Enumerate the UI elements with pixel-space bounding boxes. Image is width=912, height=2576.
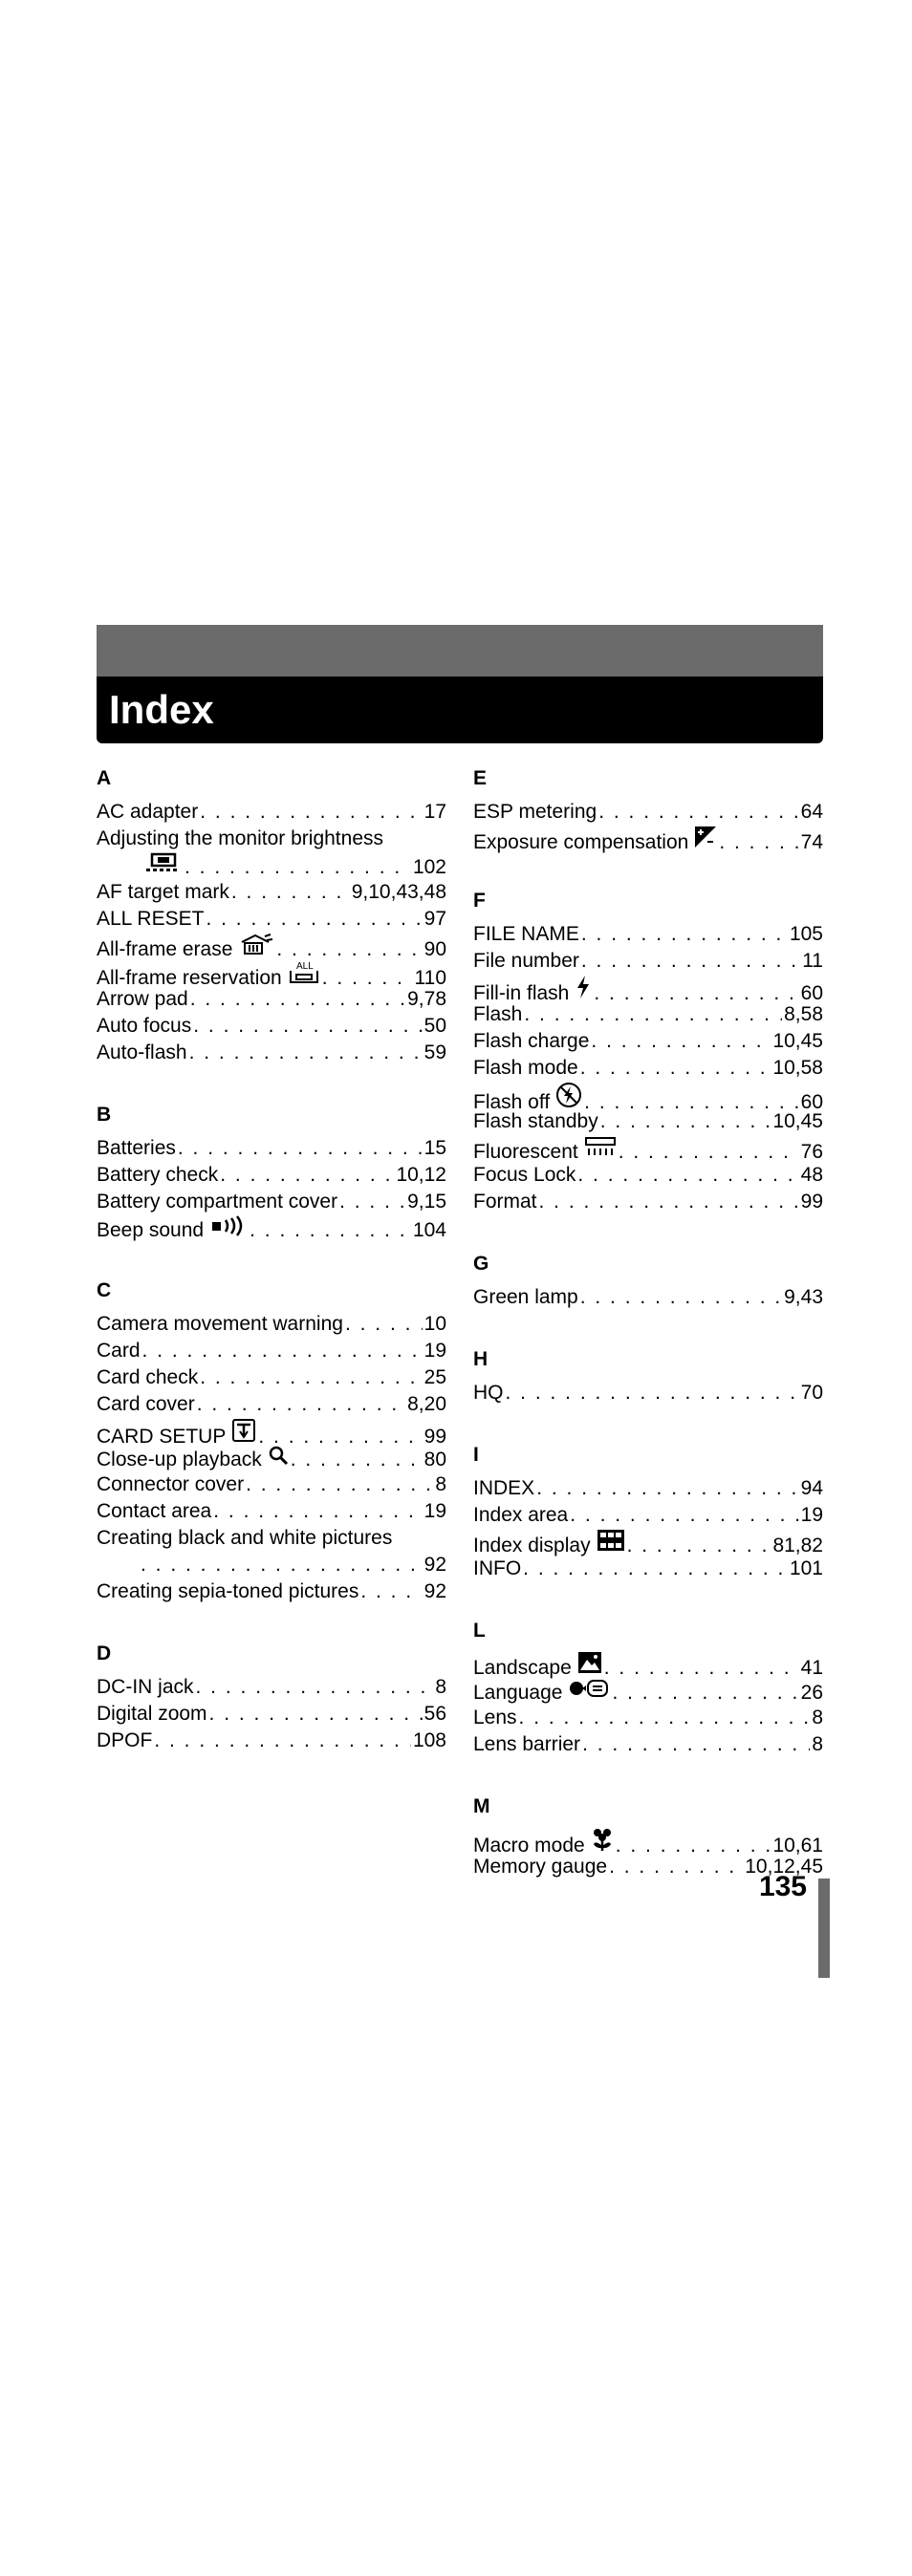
entry-pages: 10,12,45	[745, 1856, 823, 1878]
index-entry-contact-area	[97, 1498, 446, 1525]
dot-leader	[581, 921, 788, 948]
index-entry-green-lamp	[473, 1284, 823, 1311]
index-entry-index-display	[473, 1529, 823, 1556]
entry-term: Exposure compensation	[473, 831, 689, 853]
macro-flower-icon	[591, 1827, 614, 1852]
entry-pages: 10	[423, 1313, 446, 1335]
entry-term: HQ	[473, 1382, 504, 1404]
beep-sound-icon	[209, 1215, 248, 1236]
dot-leader	[582, 1731, 810, 1758]
entry-pages: 74	[800, 831, 823, 853]
svg-text:ALL: ALL	[295, 961, 314, 972]
index-entry-card-check	[97, 1364, 446, 1391]
entry-pages: 8	[812, 1733, 823, 1755]
index-entry-card	[97, 1338, 446, 1364]
monitor-brightness-icon	[144, 852, 183, 873]
entry-pages: 41	[800, 1657, 823, 1679]
entry-pages: 97	[423, 908, 446, 930]
entry-pages: 108	[412, 1729, 446, 1751]
entry-pages: 19	[423, 1340, 446, 1362]
index-entry-esp-metering	[473, 799, 823, 826]
entry-term: Battery compartment cover	[97, 1191, 338, 1213]
entry-term: Landscape	[473, 1657, 572, 1679]
section-letter: E	[473, 767, 488, 789]
side-tab-marker	[818, 1878, 830, 1978]
flash-bolt-icon	[575, 975, 592, 999]
entry-term: Lens	[473, 1707, 517, 1728]
entry-term: Creating black and white pictures	[97, 1527, 393, 1549]
entry-term: Card cover	[97, 1393, 195, 1415]
entry-pages: 99	[423, 1426, 446, 1448]
index-entry-auto-flash	[97, 1040, 446, 1066]
dot-leader	[141, 1552, 423, 1578]
dot-leader	[570, 1502, 798, 1529]
dot-leader	[609, 1854, 743, 1880]
dot-leader	[580, 1284, 782, 1311]
index-entry-fill-in-flash	[473, 975, 823, 1004]
dot-leader	[185, 854, 411, 881]
entry-pages: 70	[800, 1382, 823, 1404]
index-entry-adjusting-the-monitor-brightness	[97, 826, 446, 852]
index-entry-focus-lock	[473, 1162, 823, 1189]
index-section-d	[97, 1640, 446, 1754]
dot-leader	[197, 1391, 405, 1418]
dot-leader	[291, 1447, 423, 1473]
entry-term: Auto-flash	[97, 1041, 187, 1063]
index-entry-info	[473, 1556, 823, 1582]
entry-term: Macro mode	[473, 1835, 585, 1857]
section-letter: B	[97, 1104, 112, 1126]
entry-pages: 102	[412, 856, 446, 878]
entry-term: All-frame erase	[97, 938, 233, 960]
entry-pages: 17	[423, 801, 446, 823]
entry-pages: 50	[423, 1015, 446, 1037]
index-entry-camera-movement-warning	[97, 1311, 446, 1338]
dot-leader	[178, 1135, 423, 1162]
index-entry-dpof	[97, 1728, 446, 1754]
index-entry-auto-focus	[97, 1013, 446, 1040]
entry-term: Auto focus	[97, 1015, 192, 1037]
index-entry-flash-charge	[473, 1028, 823, 1055]
dot-leader	[523, 1556, 788, 1582]
dot-leader	[206, 906, 422, 933]
dot-leader	[577, 1162, 798, 1189]
entry-term: FILE NAME	[473, 923, 579, 945]
title-bar	[97, 676, 823, 743]
entry-pages: 11	[802, 950, 823, 972]
index-entry-format	[473, 1189, 823, 1215]
section-letter: A	[97, 767, 112, 789]
index-entry-card-setup	[97, 1418, 446, 1448]
dot-leader	[598, 799, 798, 826]
dot-leader	[200, 799, 422, 826]
index-entry-all-frame-reservation	[97, 959, 446, 989]
index-section-f	[473, 887, 823, 1215]
index-entry-creating-sepia-toned-pictures	[97, 1578, 446, 1605]
entry-pages: 8	[435, 1473, 446, 1495]
index-entry-fluorescent	[473, 1135, 823, 1162]
entry-pages: 81,82	[772, 1535, 823, 1556]
entry-term: INFO	[473, 1557, 522, 1579]
page-number: 135	[758, 1871, 807, 1902]
entry-pages: 59	[423, 1041, 446, 1063]
index-section-l	[473, 1617, 823, 1758]
dot-leader	[604, 1655, 799, 1682]
entry-pages: 60	[800, 982, 823, 1004]
dot-leader	[524, 1001, 782, 1028]
dot-leader	[591, 1028, 771, 1055]
entry-pages: 10,61	[772, 1835, 823, 1857]
index-entry-flash	[473, 1001, 823, 1028]
entry-pages: 9,78	[407, 988, 446, 1010]
dot-leader	[719, 829, 798, 856]
index-section-h	[473, 1345, 823, 1406]
dot-leader	[193, 1013, 422, 1040]
dot-leader	[246, 1471, 433, 1498]
index-section-a	[97, 764, 446, 1066]
entry-term: Creating sepia-toned pictures	[97, 1580, 359, 1602]
dot-leader	[360, 1578, 422, 1605]
index-section-m	[473, 1792, 823, 1880]
entry-term: Index area	[473, 1504, 569, 1526]
dot-leader	[250, 1217, 411, 1244]
dot-leader	[154, 1728, 411, 1754]
section-letter: D	[97, 1642, 112, 1664]
all-frame-reservation-icon	[288, 959, 320, 984]
entry-term: Flash mode	[473, 1057, 578, 1079]
entry-pages: 8	[435, 1676, 446, 1698]
entry-pages: 76	[800, 1141, 823, 1163]
dot-leader	[539, 1189, 799, 1215]
section-letter: F	[473, 890, 486, 912]
entry-pages: 8,20	[407, 1393, 446, 1415]
index-column-left	[97, 764, 446, 1789]
entry-term: ALL RESET	[97, 908, 205, 930]
index-entry-card-cover	[97, 1391, 446, 1418]
section-letter: M	[473, 1795, 490, 1817]
index-section-g	[473, 1250, 823, 1311]
entry-pages: 8	[812, 1707, 823, 1728]
index-entry-batteries	[97, 1135, 446, 1162]
index-section-e	[473, 764, 823, 852]
entry-term: Index display	[473, 1535, 591, 1556]
entry-pages: 60	[800, 1091, 823, 1113]
dot-leader	[209, 1701, 423, 1728]
entry-pages: 48	[800, 1164, 823, 1186]
entry-pages: 19	[423, 1500, 446, 1522]
entry-term: AC adapter	[97, 801, 199, 823]
dot-leader	[536, 1475, 798, 1502]
index-entry-continuation	[97, 852, 446, 879]
entry-term: Batteries	[97, 1137, 176, 1159]
magnifier-icon	[268, 1445, 289, 1466]
index-entry-ac-adapter	[97, 799, 446, 826]
dot-leader	[600, 1108, 771, 1135]
dot-leader	[213, 1498, 422, 1525]
dot-leader	[580, 1055, 771, 1082]
section-letter: G	[473, 1253, 489, 1275]
dot-leader	[190, 986, 405, 1013]
entry-pages: 99	[800, 1191, 823, 1213]
landscape-icon	[577, 1651, 602, 1674]
entry-pages: 94	[800, 1477, 823, 1499]
entry-term: Adjusting the monitor brightness	[97, 827, 383, 849]
entry-term: Lens barrier	[473, 1733, 581, 1755]
index-entry-all-frame-erase	[97, 933, 446, 959]
dot-leader	[345, 1311, 423, 1338]
index-entry-lens	[473, 1705, 823, 1731]
index-section-c	[97, 1277, 446, 1605]
dot-leader	[220, 1162, 394, 1189]
entry-pages: 10,45	[772, 1030, 823, 1052]
entry-term: Flash off	[473, 1091, 551, 1113]
entry-term: Camera movement warning	[97, 1313, 343, 1335]
entry-term: Close-up playback	[97, 1449, 262, 1470]
index-entry-dc-in-jack	[97, 1674, 446, 1701]
entry-term: Beep sound	[97, 1219, 205, 1241]
entry-term: Flash	[473, 1003, 523, 1025]
entry-pages: 101	[789, 1557, 823, 1579]
entry-term: Flash charge	[473, 1030, 590, 1052]
index-section-i	[473, 1441, 823, 1582]
card-setup-icon	[231, 1418, 256, 1443]
entry-pages: 64	[800, 801, 823, 823]
section-letter: C	[97, 1279, 112, 1301]
section-letter: H	[473, 1348, 489, 1370]
page-title: Index	[109, 687, 214, 732]
index-entry-macro-mode	[473, 1827, 823, 1857]
entry-pages: 15	[423, 1137, 446, 1159]
index-entry-beep-sound	[97, 1215, 446, 1242]
entry-term: INDEX	[473, 1477, 535, 1499]
section-letter: I	[473, 1444, 479, 1466]
index-column-right	[473, 764, 823, 1915]
dot-leader	[142, 1338, 423, 1364]
index-entry-lens-barrier	[473, 1731, 823, 1758]
entry-pages: 10,12	[396, 1164, 446, 1186]
entry-term: Arrow pad	[97, 988, 188, 1010]
entry-term: DPOF	[97, 1729, 153, 1751]
language-icon	[568, 1678, 610, 1699]
index-section-b	[97, 1101, 446, 1242]
index-entry-flash-standby	[473, 1108, 823, 1135]
fluorescent-icon	[584, 1135, 617, 1158]
entry-pages: 9,10,43,48	[351, 881, 446, 903]
entry-term: Fill-in flash	[473, 982, 570, 1004]
entry-pages: 104	[412, 1219, 446, 1241]
entry-term: Language	[473, 1682, 563, 1704]
entry-term: Green lamp	[473, 1286, 578, 1308]
entry-term: AF target mark	[97, 881, 229, 903]
entry-term: Card	[97, 1340, 141, 1362]
dot-leader	[519, 1705, 811, 1731]
entry-pages: 26	[800, 1682, 823, 1704]
entry-pages: 9,15	[407, 1191, 446, 1213]
entry-pages: 80	[423, 1449, 446, 1470]
entry-term: CARD SETUP	[97, 1426, 227, 1448]
entry-pages: 105	[789, 923, 823, 945]
index-entry-arrow-pad	[97, 986, 446, 1013]
index-entry-index	[473, 1475, 823, 1502]
index-entry-landscape	[473, 1651, 823, 1678]
entry-term: Contact area	[97, 1500, 212, 1522]
exposure-compensation-icon	[694, 826, 717, 848]
index-entry-battery-check	[97, 1162, 446, 1189]
index-entry-battery-compartment-cover	[97, 1189, 446, 1215]
index-entry-flash-mode	[473, 1055, 823, 1082]
entry-term: Card check	[97, 1366, 199, 1388]
entry-term: Memory gauge	[473, 1856, 608, 1878]
dot-leader	[581, 948, 800, 975]
dot-leader	[200, 1364, 422, 1391]
index-entry-close-up-playback	[97, 1445, 446, 1471]
entry-term: Focus Lock	[473, 1164, 576, 1186]
index-entry-continuation	[97, 1552, 446, 1578]
index-entry-exposure-compensation	[473, 826, 823, 852]
flash-off-icon	[555, 1082, 582, 1108]
all-frame-erase-icon	[238, 933, 274, 955]
index-entry-creating-black-and-white-pictures	[97, 1525, 446, 1552]
entry-pages: 9,43	[784, 1286, 823, 1308]
section-letter: L	[473, 1620, 486, 1642]
entry-pages: 92	[423, 1580, 446, 1602]
dot-leader	[196, 1674, 434, 1701]
dot-leader	[612, 1680, 798, 1707]
index-entry-connector-cover	[97, 1471, 446, 1498]
entry-pages: 90	[423, 938, 446, 960]
entry-pages: 8,58	[784, 1003, 823, 1025]
entry-pages: 10,58	[772, 1057, 823, 1079]
index-entry-file-number	[473, 948, 823, 975]
entry-term: File number	[473, 950, 579, 972]
header-gray-band	[97, 625, 823, 676]
entry-term: Battery check	[97, 1164, 219, 1186]
index-entry-file-name	[473, 921, 823, 948]
index-entry-flash-off	[473, 1082, 823, 1113]
index-entry-hq	[473, 1380, 823, 1406]
entry-pages: 110	[414, 967, 446, 989]
entry-pages: 19	[800, 1504, 823, 1526]
entry-term: ESP metering	[473, 801, 597, 823]
index-entry-digital-zoom	[97, 1701, 446, 1728]
index-entry-index-area	[473, 1502, 823, 1529]
entry-pages: 10,45	[772, 1110, 823, 1132]
dot-leader	[339, 1189, 405, 1215]
entry-pages: 92	[423, 1554, 446, 1576]
dot-leader	[189, 1040, 423, 1066]
entry-term: Fluorescent	[473, 1141, 578, 1163]
entry-pages: 25	[423, 1366, 446, 1388]
entry-term: All-frame reservation	[97, 967, 282, 989]
entry-term: Flash standby	[473, 1110, 598, 1132]
index-display-icon	[597, 1529, 625, 1552]
index-entry-language	[473, 1678, 823, 1705]
entry-term: Connector cover	[97, 1473, 245, 1495]
entry-pages: 56	[423, 1703, 446, 1725]
entry-term: Format	[473, 1191, 537, 1213]
index-entry-af-target-mark	[97, 879, 446, 906]
index-entry-all-reset	[97, 906, 446, 933]
entry-term: DC-IN jack	[97, 1676, 194, 1698]
dot-leader	[231, 879, 350, 906]
dot-leader	[506, 1380, 799, 1406]
entry-term: Digital zoom	[97, 1703, 207, 1725]
